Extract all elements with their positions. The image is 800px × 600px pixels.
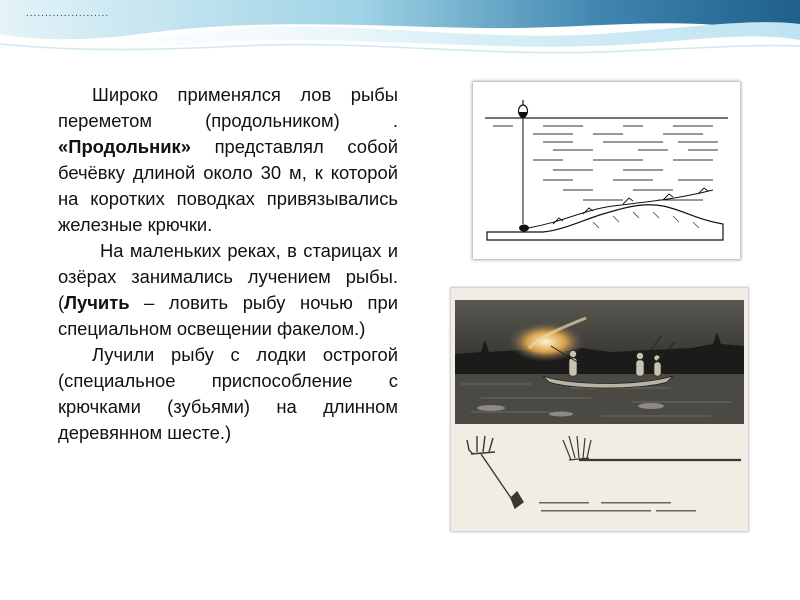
term-luchit: Лучить [64, 292, 130, 313]
body-text [58, 82, 398, 446]
torch-fishing-engraving-image [451, 288, 748, 531]
text-segment: Широко применялся лов рыбы переметом (продольником) . [58, 84, 398, 131]
text-segment: – ловить рыбу ночью при специальном освещении факелом.) [58, 292, 398, 339]
slide-title: ...................... [26, 8, 110, 19]
paragraph-torch-fishing [58, 238, 398, 342]
paragraph-longline-fishing [58, 82, 398, 238]
paragraph-spear-fishing [58, 342, 398, 446]
text-segment: представлял собой бечёвку длиной около 30 м, к которой на коротких поводках привязывались железные крючки. [58, 136, 398, 235]
wave-header-decoration [0, 0, 800, 90]
longline-diagram-image [473, 82, 740, 259]
torch-fishing-engraving-drawing [451, 288, 748, 531]
longline-diagram-drawing [473, 82, 740, 259]
text-segment: Лучили рыбу с лодки острогой (специальное приспособление с крючками (зубьями) на длинном деревянном шесте.) [58, 344, 398, 443]
text-segment: На маленьких реках, в старицах и озёрах занимались лучением рыбы. ( [58, 240, 398, 313]
term-prodolnik: «Продольник» [58, 136, 191, 157]
